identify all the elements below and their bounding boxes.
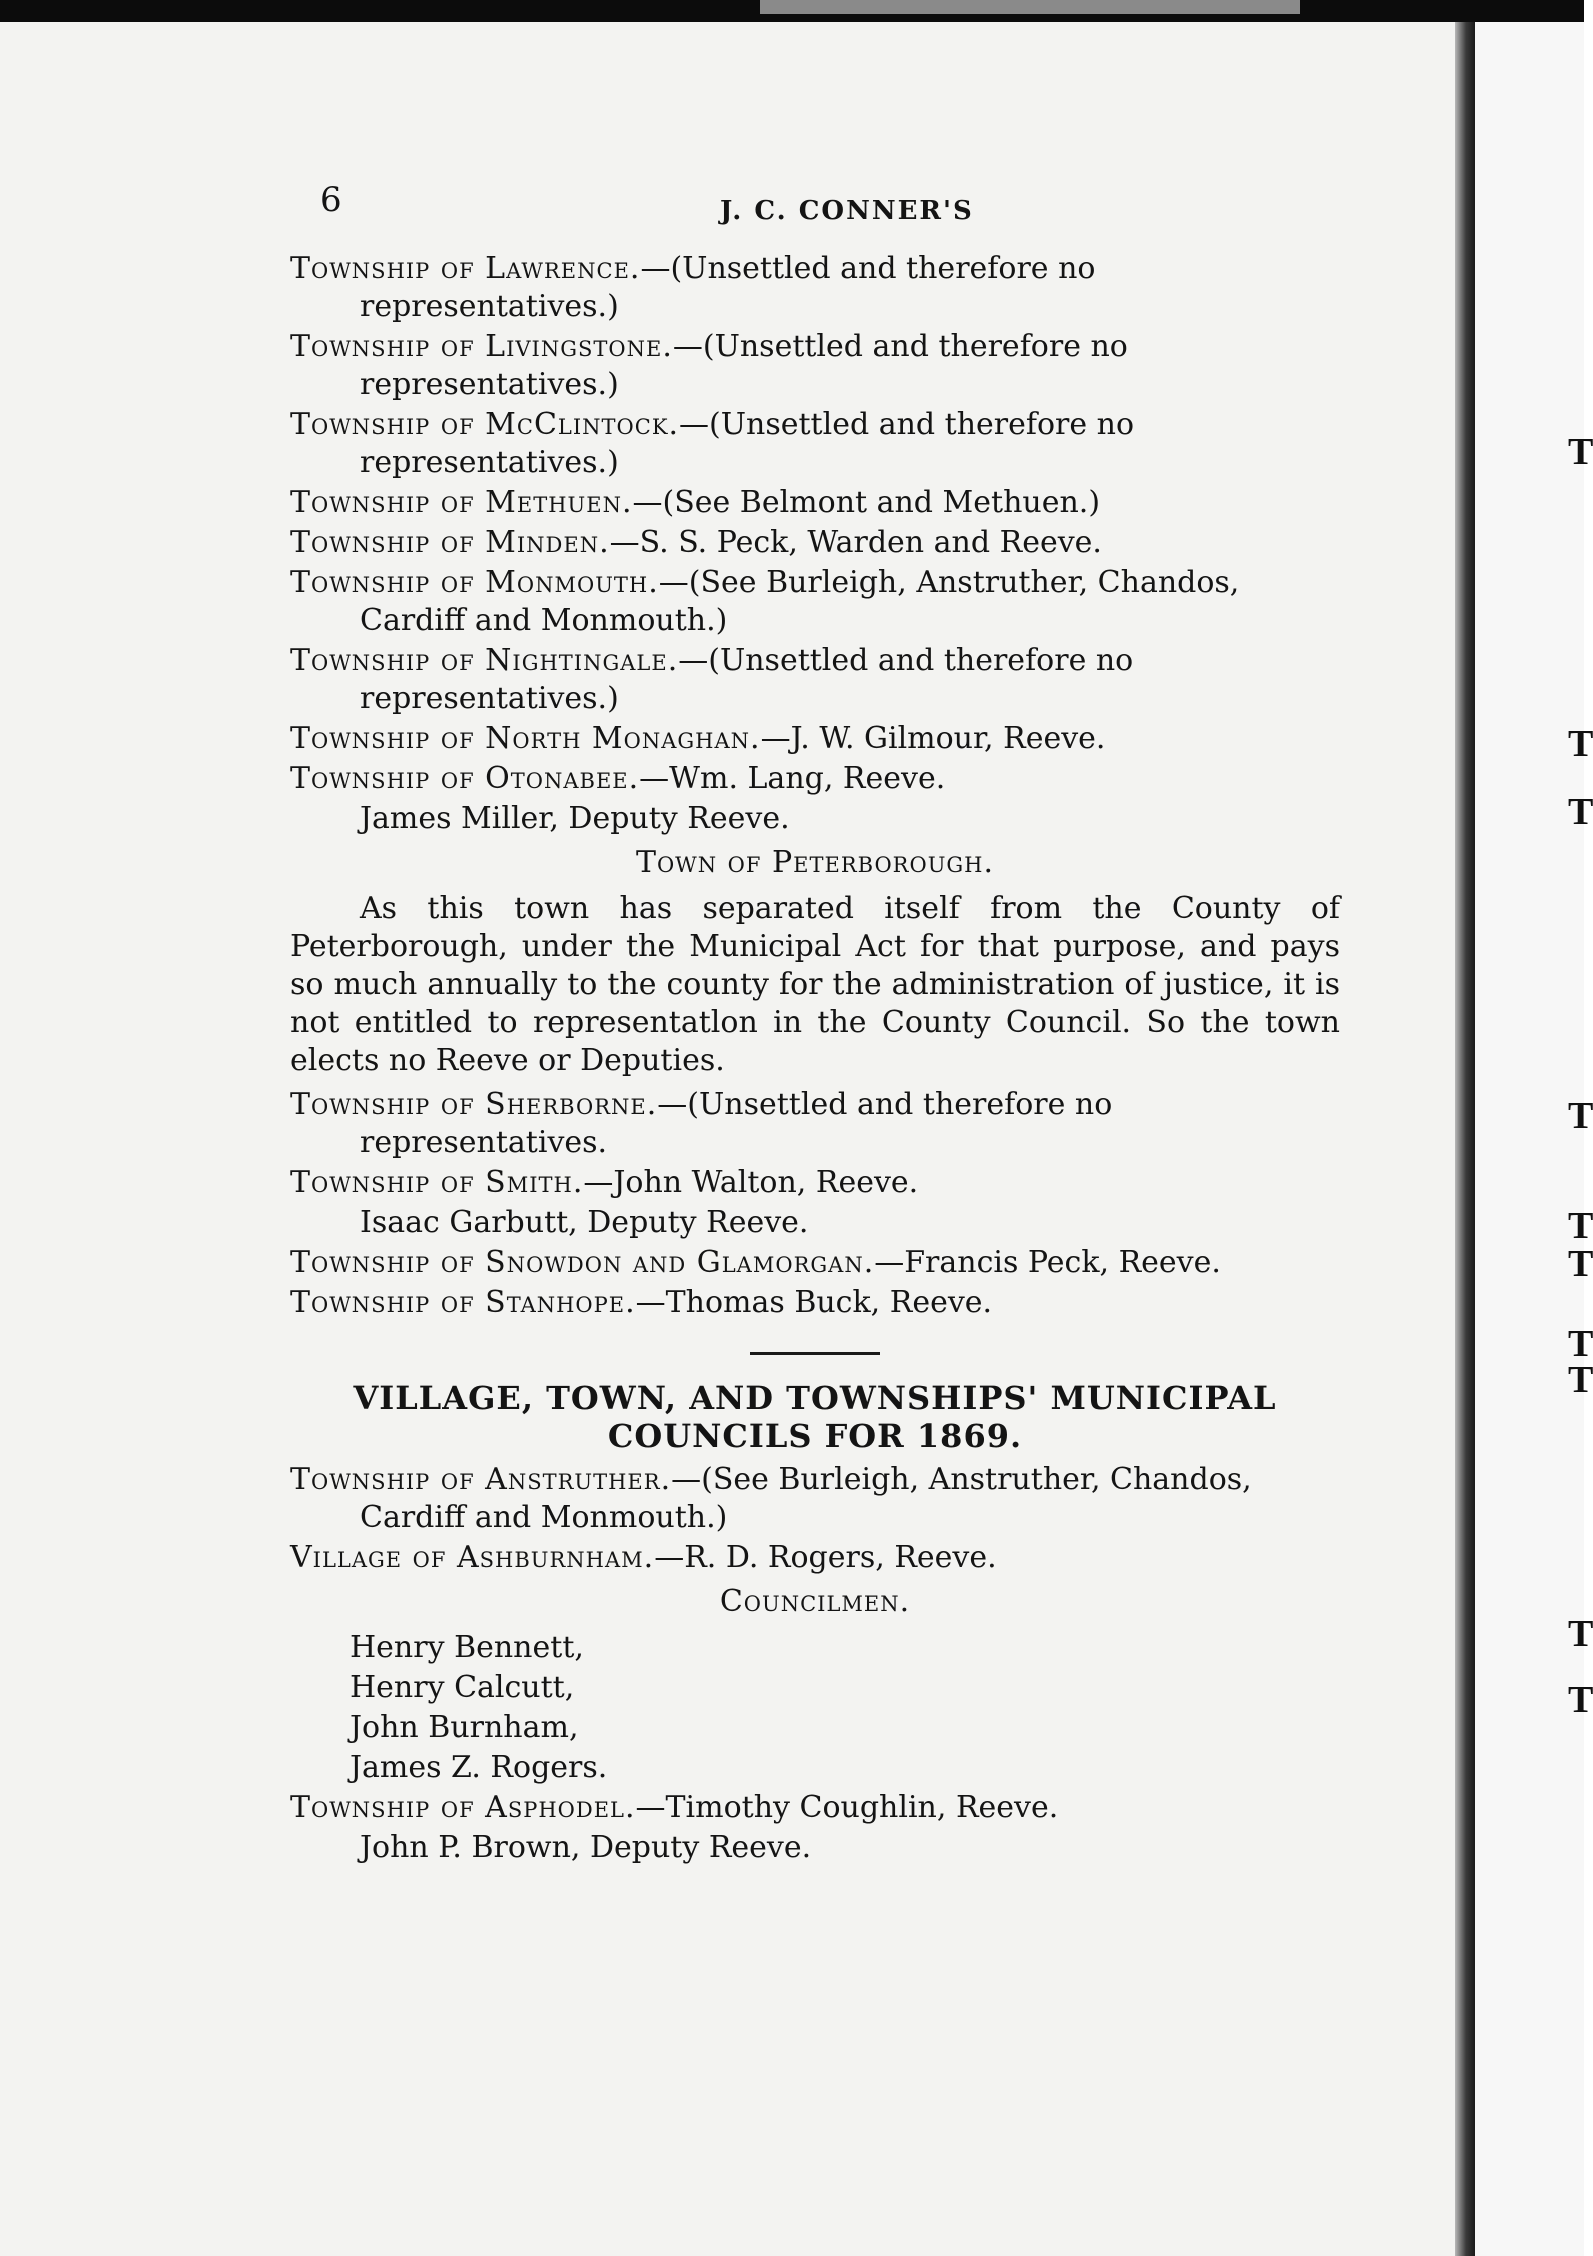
entry-place: Township of Snowdon and Glamorgan. [290, 1245, 875, 1280]
entry-methuen [290, 484, 1340, 522]
scan-top-border-light [760, 0, 1300, 14]
facing-page-mark: T [1568, 431, 1593, 473]
entry-place: Village of Ashburnham. [290, 1540, 655, 1575]
facing-page-mark: T [1568, 1095, 1593, 1137]
otonabee-deputy: James Miller, Deputy Reeve. [360, 801, 790, 836]
list-item: Henry Bennett, [350, 1630, 584, 1665]
facing-page-mark: T [1568, 1205, 1593, 1247]
page-body [290, 250, 1340, 1869]
councilmen-list [350, 1629, 1340, 1787]
facing-page-mark: T [1568, 1243, 1593, 1285]
running-head: J. C. CONNER'S [720, 196, 974, 226]
entry-place: Township of Sherborne. [290, 1087, 658, 1122]
entry-text: —(Unsettled and therefore no representatives.) [360, 251, 1096, 324]
facing-page-mark: T [1568, 791, 1593, 833]
entry-smith [290, 1164, 1340, 1202]
entry-north-monaghan [290, 720, 1340, 758]
town-heading: Town of Peterborough. [635, 845, 995, 880]
entry-mcclintock [290, 406, 1340, 482]
entry-text: —(Unsettled and therefore no representatives. [360, 1087, 1113, 1160]
entry-text: —(Unsettled and therefore no representatives.) [360, 329, 1128, 402]
list-item: John Burnham, [350, 1710, 579, 1745]
facing-page-mark: T [1568, 1679, 1593, 1721]
entry-text: —(See Burleigh, Anstruther, Chandos, Cardiff and Monmouth.) [360, 1462, 1252, 1535]
entry-sherborne [290, 1086, 1340, 1162]
entry-place: Township of Monmouth. [290, 565, 659, 600]
entry-place: Township of Minden. [290, 525, 610, 560]
entry-place: Township of Stanhope. [290, 1285, 636, 1320]
entry-asphodel [290, 1789, 1340, 1827]
entry-otonabee [290, 760, 1340, 798]
entry-text: —(See Burleigh, Anstruther, Chandos, Cardiff and Monmouth.) [360, 565, 1240, 638]
entry-lawrence [290, 250, 1340, 326]
entry-place: Township of Anstruther. [290, 1462, 672, 1497]
entry-text: —J. W. Gilmour, Reeve. [760, 721, 1106, 756]
entry-place: Township of Livingstone. [290, 329, 673, 364]
section-divider [750, 1352, 880, 1355]
facing-page-mark: T [1568, 723, 1593, 765]
entry-place: Township of Otonabee. [290, 761, 640, 796]
smith-deputy: Isaac Garbutt, Deputy Reeve. [360, 1205, 809, 1240]
entry-text: —(Unsettled and therefore no representatives.) [360, 407, 1135, 480]
entry-text: —S. S. Peck, Warden and Reeve. [609, 525, 1102, 560]
entry-place: Township of Methuen. [290, 485, 633, 520]
town-paragraph: As this town has separated itself from the County of Peterborough, under the Municipal Act for that purpose, and pays so much annually to the county for the administration of justice, it is not entitled to representatlon in the County Council. So the town elects no Reeve or Deputies. [290, 891, 1340, 1078]
entry-text: —Timothy Coughlin, Reeve. [635, 1790, 1059, 1825]
asphodel-deputy: John P. Brown, Deputy Reeve. [360, 1830, 812, 1865]
entry-place: Township of Asphodel. [290, 1790, 636, 1825]
entry-place: Township of Lawrence. [290, 251, 641, 286]
entry-place: Township of McClintock. [290, 407, 680, 442]
entry-text: —(Unsettled and therefore no representatives.) [360, 643, 1134, 716]
section-heading-line: VILLAGE, TOWN, AND TOWNSHIPS' MUNICIPAL [353, 1379, 1277, 1417]
entry-place: Township of Smith. [290, 1165, 584, 1200]
entry-livingstone [290, 328, 1340, 404]
entry-monmouth [290, 564, 1340, 640]
entry-text: —Wm. Lang, Reeve. [639, 761, 946, 796]
entry-nightingale [290, 642, 1340, 718]
entry-place: Township of North Monaghan. [290, 721, 761, 756]
entry-stanhope [290, 1284, 1340, 1322]
list-item: Henry Calcutt, [350, 1670, 575, 1705]
entry-snowdon [290, 1244, 1340, 1282]
book-gutter [1455, 22, 1475, 2256]
entry-text: —John Walton, Reeve. [583, 1165, 919, 1200]
facing-page-mark: T [1568, 1359, 1593, 1401]
entry-text: —R. D. Rogers, Reeve. [654, 1540, 997, 1575]
facing-page-mark: T [1568, 1613, 1593, 1655]
section-heading [290, 1379, 1340, 1455]
councilmen-heading: Councilmen. [719, 1584, 911, 1619]
entry-place: Township of Nightingale. [290, 643, 679, 678]
entry-anstruther [290, 1461, 1340, 1537]
entry-ashburnham [290, 1539, 1340, 1577]
entry-text: —Thomas Buck, Reeve. [635, 1285, 993, 1320]
entry-text: —Francis Peck, Reeve. [874, 1245, 1221, 1280]
section-heading-line: COUNCILS FOR 1869. [607, 1417, 1023, 1455]
facing-page-mark: T [1568, 1323, 1593, 1365]
entry-minden [290, 524, 1340, 562]
facing-page [1475, 22, 1593, 2256]
entry-text: —(See Belmont and Methuen.) [632, 485, 1101, 520]
page-number: 6 [320, 180, 342, 220]
list-item: James Z. Rogers. [350, 1750, 608, 1785]
